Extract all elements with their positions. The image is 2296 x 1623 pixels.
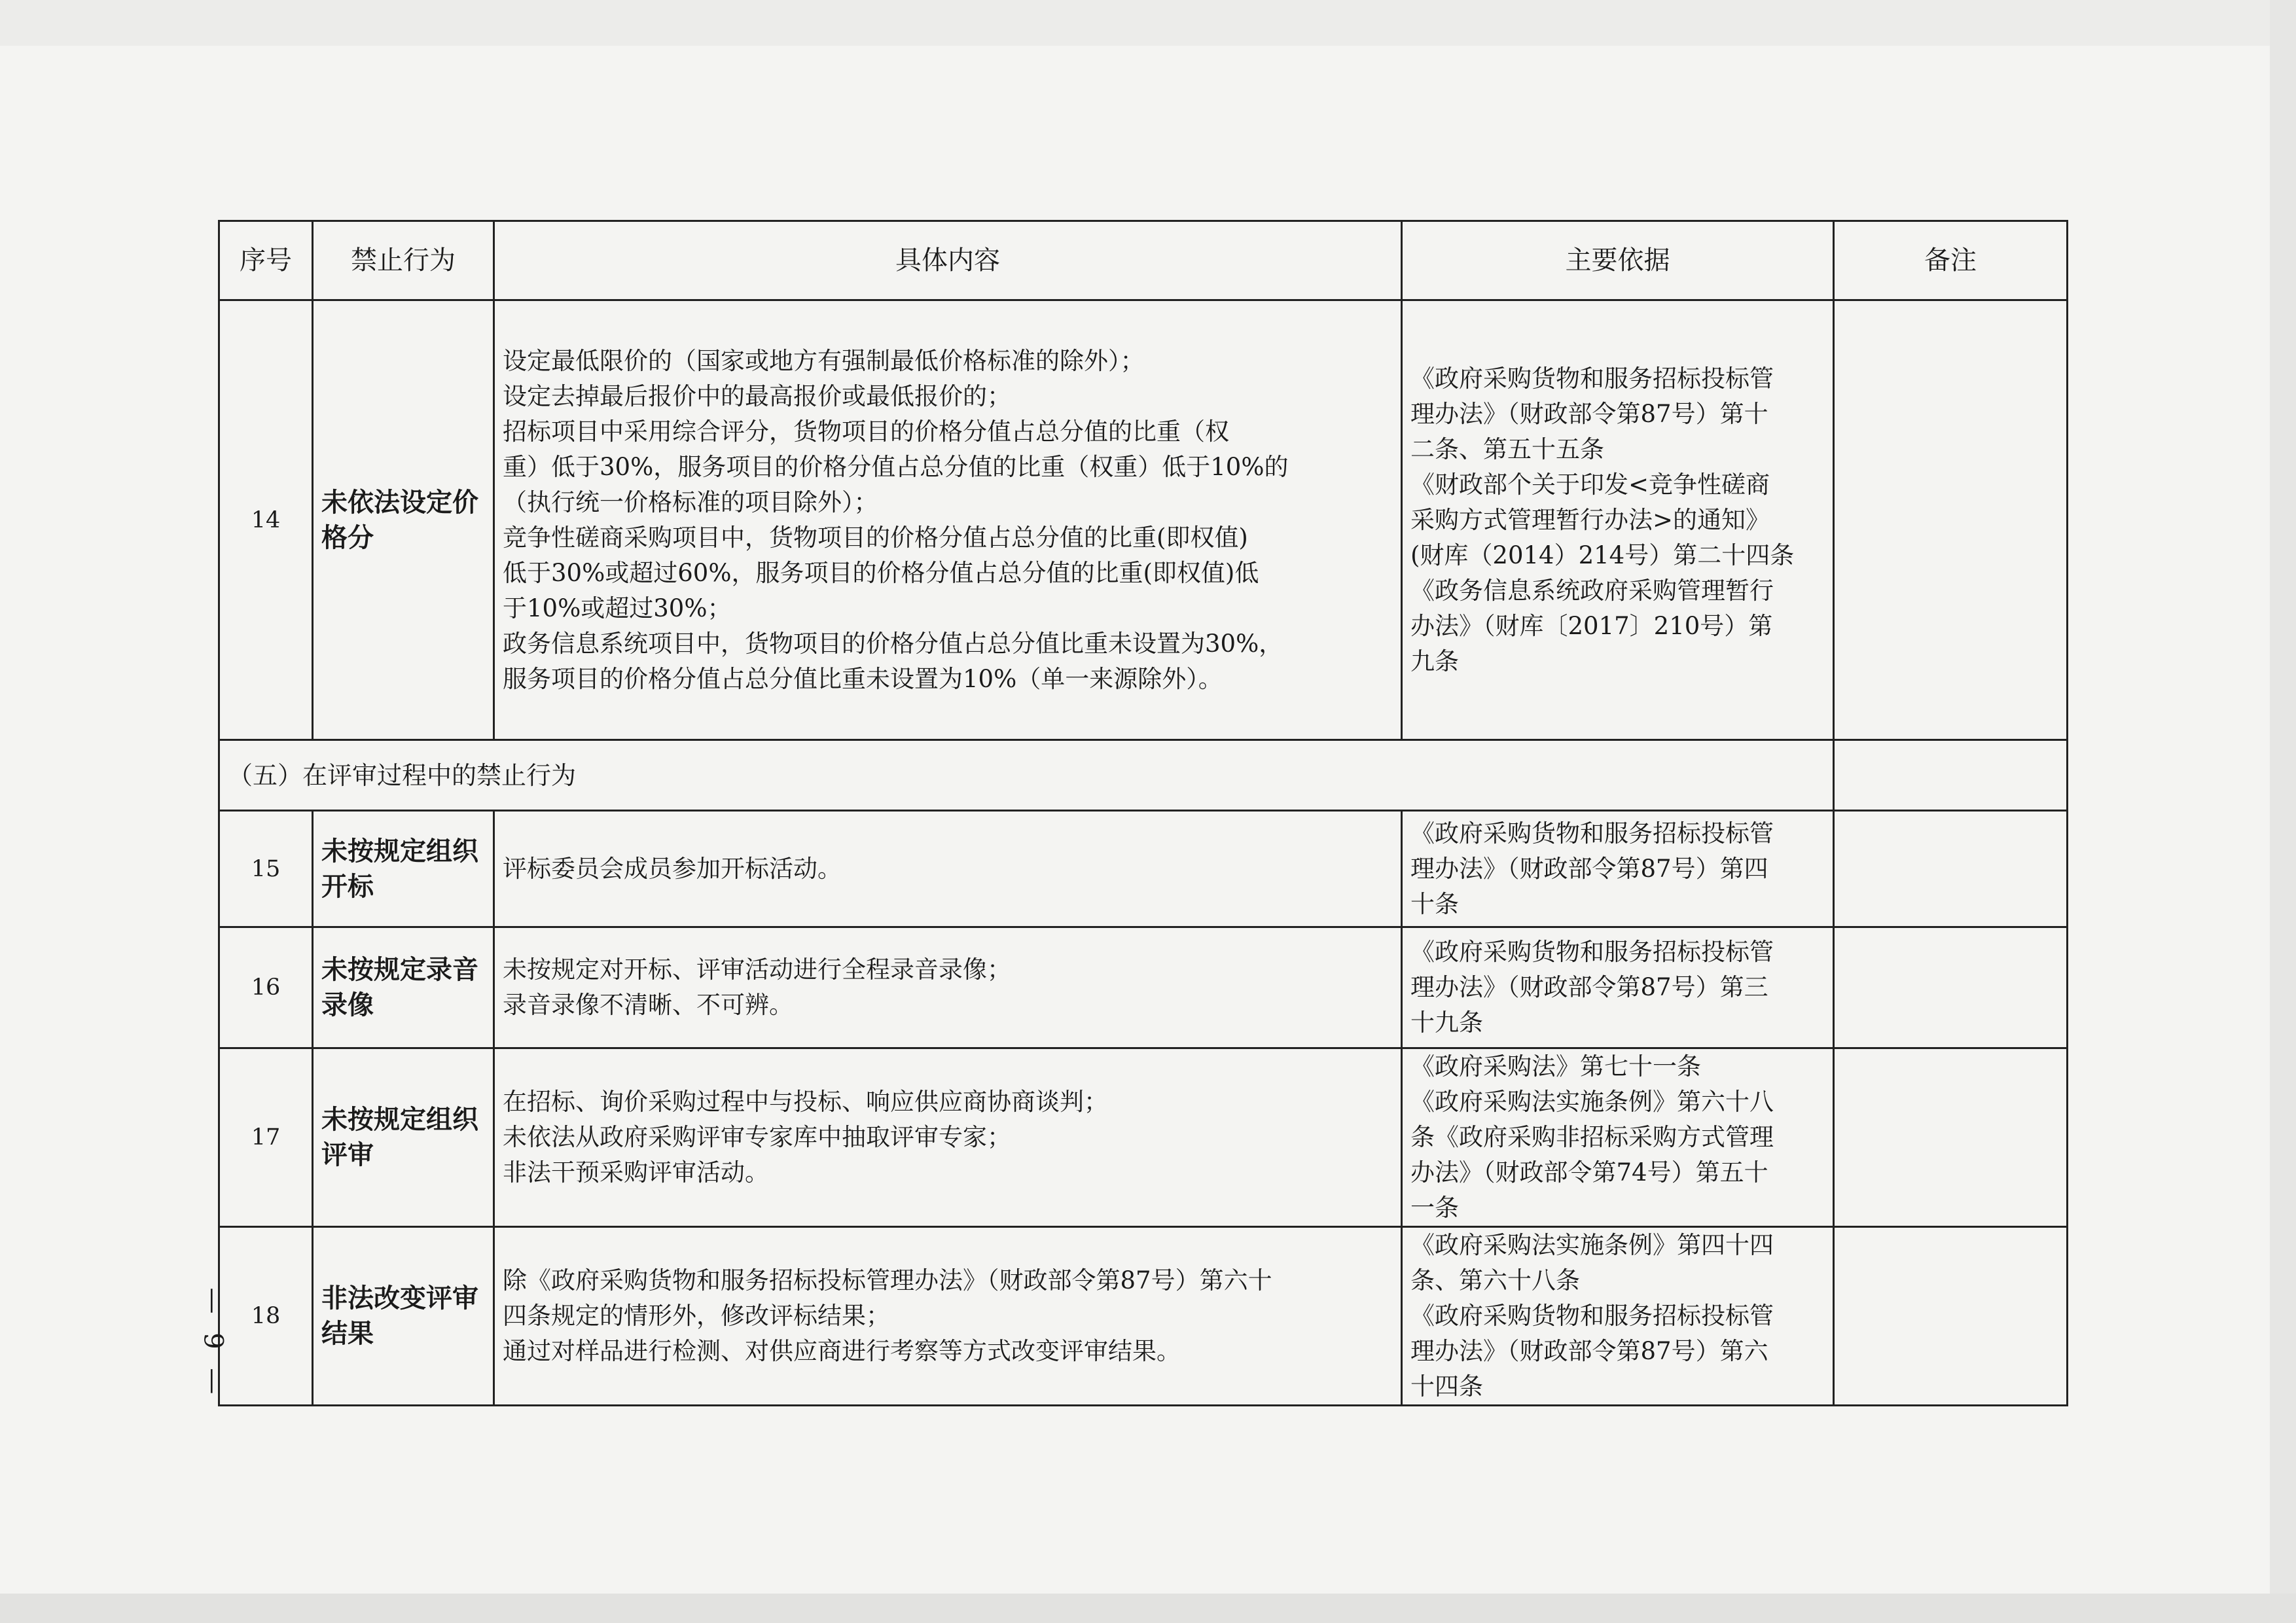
behavior-line: 未按规定组织 bbox=[321, 835, 478, 866]
content-line: 低于30%或超过60%，服务项目的价格分值占总分值的比重(即权值)低 bbox=[503, 558, 1259, 587]
basis-line: 采购方式管理暂行办法>的通知》 bbox=[1410, 505, 1770, 534]
content-line: 未按规定对开标、评审活动进行全程录音录像； bbox=[503, 955, 1011, 984]
scan-edge-top bbox=[0, 0, 2296, 46]
basis-line: 《政府采购法实施条例》第六十八 bbox=[1410, 1088, 1774, 1116]
section-title: （五）在评审过程中的禁止行为 bbox=[219, 740, 1834, 811]
basis-line: 《政府采购货物和服务招标投标管 bbox=[1410, 364, 1774, 393]
content-line: 设定去掉最后报价中的最高报价或最低报价的； bbox=[503, 382, 1011, 410]
basis-line: 二条、第五十五条 bbox=[1410, 435, 1604, 463]
content-cell bbox=[494, 927, 1402, 1048]
row-number: 15 bbox=[219, 811, 313, 927]
content-line: 四条规定的情形外，修改评标结果； bbox=[503, 1302, 890, 1330]
behavior-line: 未依法设定价 bbox=[321, 486, 478, 518]
basis-cell bbox=[1402, 1227, 1834, 1406]
remark-cell bbox=[1834, 1227, 2068, 1406]
prohibited-behaviors-table bbox=[218, 220, 2068, 1406]
behavior-line: 未按规定组织 bbox=[321, 1104, 478, 1135]
content-line: 招标项目中采用综合评分，货物项目的价格分值占总分值的比重（权 bbox=[503, 417, 1229, 446]
content-line: （执行统一价格标准的项目除外）； bbox=[503, 488, 878, 516]
header-no: 序号 bbox=[219, 221, 313, 300]
basis-line: 理办法》（财政部令第87号）第十 bbox=[1410, 399, 1768, 428]
content-line: 在招标、询价采购过程中与投标、响应供应商协商谈判； bbox=[503, 1088, 1108, 1116]
row-number: 16 bbox=[219, 927, 313, 1048]
content-cell bbox=[494, 1048, 1402, 1227]
behavior-line: 录像 bbox=[321, 990, 374, 1020]
content-cell bbox=[494, 300, 1402, 740]
scan-edge-right bbox=[2270, 0, 2296, 1623]
basis-line: 《政府采购货物和服务招标投标管 bbox=[1410, 1302, 1774, 1330]
page-number: — 9 — bbox=[198, 1287, 228, 1400]
basis-line: 《财政部个关于印发<竞争性磋商 bbox=[1410, 470, 1770, 499]
behavior-line: 开标 bbox=[321, 870, 374, 902]
behavior-line: 格分 bbox=[321, 522, 374, 553]
remark-cell bbox=[1834, 1048, 2068, 1227]
table-row-15 bbox=[219, 811, 2068, 927]
basis-line: 理办法》（财政部令第87号）第四 bbox=[1410, 854, 1768, 883]
remark-cell bbox=[1834, 300, 2068, 740]
content-line: 设定最低限价的（国家或地方有强制最低价格标准的除外）； bbox=[503, 346, 1145, 375]
behavior-cell bbox=[313, 1048, 494, 1227]
content-line: 重）低于30%，服务项目的价格分值占总分值的比重（权重）低于10%的 bbox=[503, 452, 1289, 481]
content-cell bbox=[494, 811, 1402, 927]
basis-line: 十四条 bbox=[1410, 1372, 1483, 1400]
behavior-cell bbox=[313, 927, 494, 1048]
table-row-16 bbox=[219, 927, 2068, 1048]
remark-cell bbox=[1834, 811, 2068, 927]
content-line: 评标委员会成员参加开标活动。 bbox=[503, 854, 842, 883]
remark-cell bbox=[1834, 927, 2068, 1048]
content-line: 于10%或超过30%； bbox=[503, 594, 732, 622]
scan-edge-bottom bbox=[0, 1594, 2296, 1623]
basis-cell bbox=[1402, 811, 1834, 927]
behavior-line: 非法改变评审 bbox=[321, 1283, 478, 1313]
behavior-cell bbox=[313, 1227, 494, 1406]
content-line: 服务项目的价格分值占总分值比重未设置为10%（单一来源除外）。 bbox=[503, 664, 1223, 693]
basis-cell bbox=[1402, 927, 1834, 1048]
section-row-5 bbox=[219, 740, 2068, 811]
basis-line: (财库（2014）214号）第二十四条 bbox=[1410, 541, 1795, 569]
content-line: 非法干预采购评审活动。 bbox=[503, 1158, 769, 1186]
basis-line: 九条 bbox=[1410, 647, 1459, 675]
content-line: 竞争性磋商采购项目中，货物项目的价格分值占总分值的比重(即权值) bbox=[503, 523, 1248, 552]
content-line: 除《政府采购货物和服务招标投标管理办法》（财政部令第87号）第六十 bbox=[503, 1266, 1272, 1294]
basis-line: 《政府采购货物和服务招标投标管 bbox=[1410, 938, 1774, 966]
content-line: 录音录像不清晰、不可辨。 bbox=[503, 991, 793, 1019]
basis-line: 条《政府采购非招标采购方式管理 bbox=[1410, 1123, 1774, 1151]
row-number: 14 bbox=[219, 300, 313, 740]
basis-cell bbox=[1402, 1048, 1834, 1227]
content-cell bbox=[494, 1227, 1402, 1406]
header-behavior: 禁止行为 bbox=[313, 221, 494, 300]
header-content: 具体内容 bbox=[494, 221, 1402, 300]
basis-line: 条、第六十八条 bbox=[1410, 1266, 1580, 1294]
behavior-cell bbox=[313, 811, 494, 927]
basis-line: 《政府采购货物和服务招标投标管 bbox=[1410, 819, 1774, 847]
basis-line: 《政府采购法实施条例》第四十四 bbox=[1410, 1231, 1774, 1259]
behavior-line: 评审 bbox=[321, 1139, 374, 1170]
table-header-row bbox=[219, 221, 2068, 300]
behavior-cell bbox=[313, 300, 494, 740]
row-number: 17 bbox=[219, 1048, 313, 1227]
behavior-line: 未按规定录音 bbox=[321, 954, 478, 985]
row-number: 18 bbox=[219, 1227, 313, 1406]
remark-cell bbox=[1834, 740, 2068, 811]
table-row-14 bbox=[219, 300, 2068, 740]
basis-line: 十九条 bbox=[1410, 1008, 1483, 1037]
header-remark: 备注 bbox=[1834, 221, 2068, 300]
header-basis: 主要依据 bbox=[1402, 221, 1834, 300]
basis-line: 一条 bbox=[1410, 1194, 1459, 1222]
basis-line: 办法》（财库〔2017〕210号）第 bbox=[1410, 611, 1773, 640]
basis-line: 《政府采购法》第七十一条 bbox=[1410, 1052, 1701, 1080]
content-line: 未依法从政府采购评审专家库中抽取评审专家； bbox=[503, 1123, 1011, 1151]
basis-line: 《政务信息系统政府采购管理暂行 bbox=[1410, 576, 1774, 605]
table-row-18 bbox=[219, 1227, 2068, 1406]
basis-line: 办法》（财政部令第74号）第五十 bbox=[1410, 1158, 1768, 1186]
basis-line: 十条 bbox=[1410, 889, 1459, 918]
basis-line: 理办法》（财政部令第87号）第三 bbox=[1410, 973, 1768, 1001]
content-line: 通过对样品进行检测、对供应商进行考察等方式改变评审结果。 bbox=[503, 1337, 1181, 1365]
table-row-17 bbox=[219, 1048, 2068, 1227]
basis-cell bbox=[1402, 300, 1834, 740]
content-line: 政务信息系统项目中，货物项目的价格分值占总分值比重未设置为30%， bbox=[503, 629, 1283, 658]
behavior-line: 结果 bbox=[321, 1318, 374, 1349]
basis-line: 理办法》（财政部令第87号）第六 bbox=[1410, 1337, 1768, 1365]
